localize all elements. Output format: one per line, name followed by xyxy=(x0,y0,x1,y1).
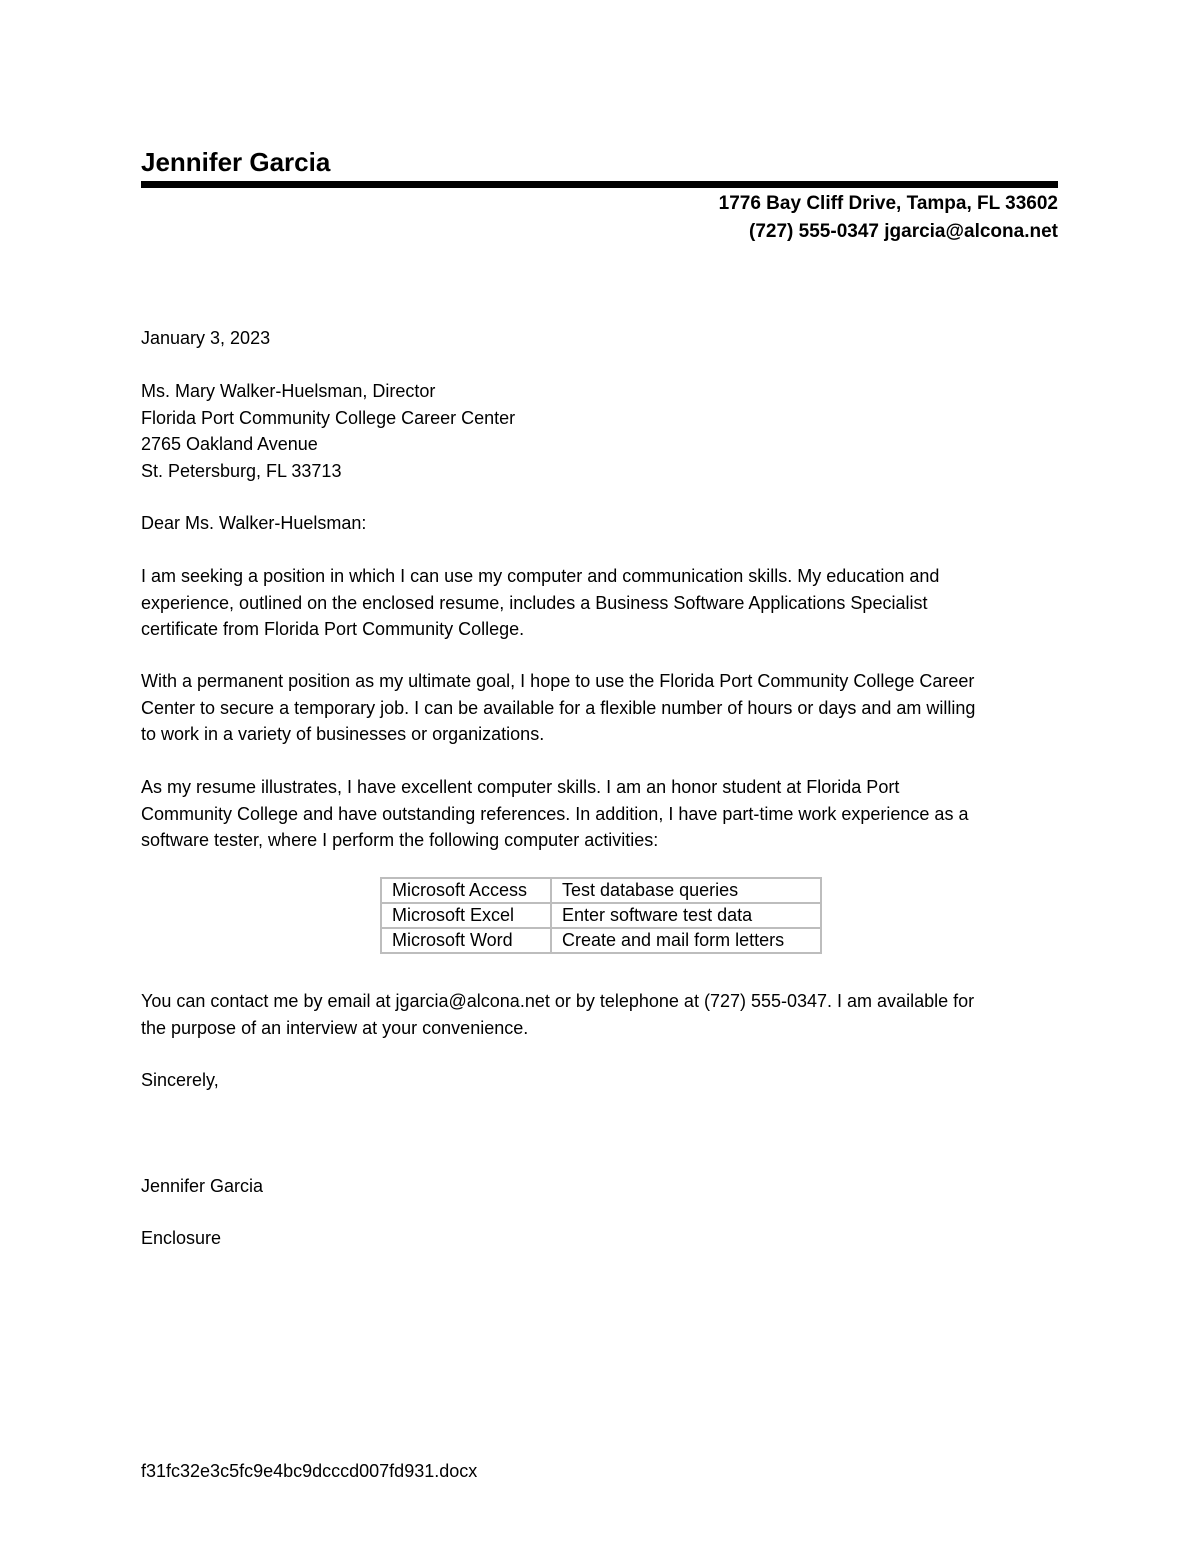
footer-filename: f31fc32e3c5fc9e4bc9dcccd007fd931.docx xyxy=(141,1461,478,1481)
table-row xyxy=(381,878,821,903)
letterhead-address: 1776 Bay Cliff Drive, Tampa, FL 33602 xyxy=(718,193,1058,214)
table-cell-activity: Create and mail form letters xyxy=(551,928,821,953)
paragraph-line: certificate from Florida Port Community College. xyxy=(141,619,525,639)
letterhead-address-block xyxy=(719,190,1058,246)
paragraph-line: software tester, where I perform the following computer activities: xyxy=(141,830,659,850)
paragraph-line: experience, outlined on the enclosed resume, includes a Business Software Applications Specialist xyxy=(141,592,928,613)
paragraph-line: With a permanent position as my ultimate goal, I hope to use the Florida Port Community College Career xyxy=(141,671,975,691)
enclosure-notation: Enclosure xyxy=(141,1228,222,1248)
letterhead-contact: (727) 555-0347 jgarcia@alcona.net xyxy=(749,221,1058,242)
table-row xyxy=(381,928,821,953)
salutation: Dear Ms. Walker-Huelsman: xyxy=(141,513,367,533)
table-cell-activity: Enter software test data xyxy=(551,903,821,928)
body-paragraph-4 xyxy=(141,988,1061,1041)
letter-date: January 3, 2023 xyxy=(141,328,271,348)
inside-address xyxy=(141,378,1061,484)
activities-table xyxy=(380,877,822,954)
paragraph-line: You can contact me by email at jgarcia@alcona.net or by telephone at (727) 555-0347. I am available for xyxy=(141,991,975,1011)
paragraph-line: Center to secure a temporary job. I can be available for a flexible number of hours or days and am willing xyxy=(141,697,976,718)
paragraph-line: the purpose of an interview at your convenience. xyxy=(141,1017,529,1038)
recipient-street-line: 2765 Oakland Avenue xyxy=(141,434,318,454)
table-cell-software: Microsoft Word xyxy=(381,928,551,953)
letterhead-name: Jennifer Garcia xyxy=(141,147,331,177)
body-paragraph-1 xyxy=(141,563,1061,643)
complimentary-closing: Sincerely, xyxy=(141,1070,219,1090)
paragraph-line: I am seeking a position in which I can use my computer and communication skills. My education and xyxy=(141,566,940,586)
body-paragraph-3 xyxy=(141,774,1061,854)
table-cell-software: Microsoft Excel xyxy=(381,903,551,928)
table-cell-activity: Test database queries xyxy=(551,878,821,903)
recipient-organization-line: Florida Port Community College Career Center xyxy=(141,407,516,428)
recipient-city-line: St. Petersburg, FL 33713 xyxy=(141,460,342,481)
paragraph-line: Community College and have outstanding references. In addition, I have part-time work experience as a xyxy=(141,803,969,824)
letterhead-divider xyxy=(141,181,1058,188)
paragraph-line: to work in a variety of businesses or organizations. xyxy=(141,724,545,744)
recipient-name-line: Ms. Mary Walker-Huelsman, Director xyxy=(141,381,436,401)
table-row xyxy=(381,903,821,928)
paragraph-line: As my resume illustrates, I have excellent computer skills. I am an honor student at Florida Port xyxy=(141,777,900,797)
table-cell-software: Microsoft Access xyxy=(381,878,551,903)
body-paragraph-2 xyxy=(141,668,1061,748)
signature-name: Jennifer Garcia xyxy=(141,1176,264,1196)
